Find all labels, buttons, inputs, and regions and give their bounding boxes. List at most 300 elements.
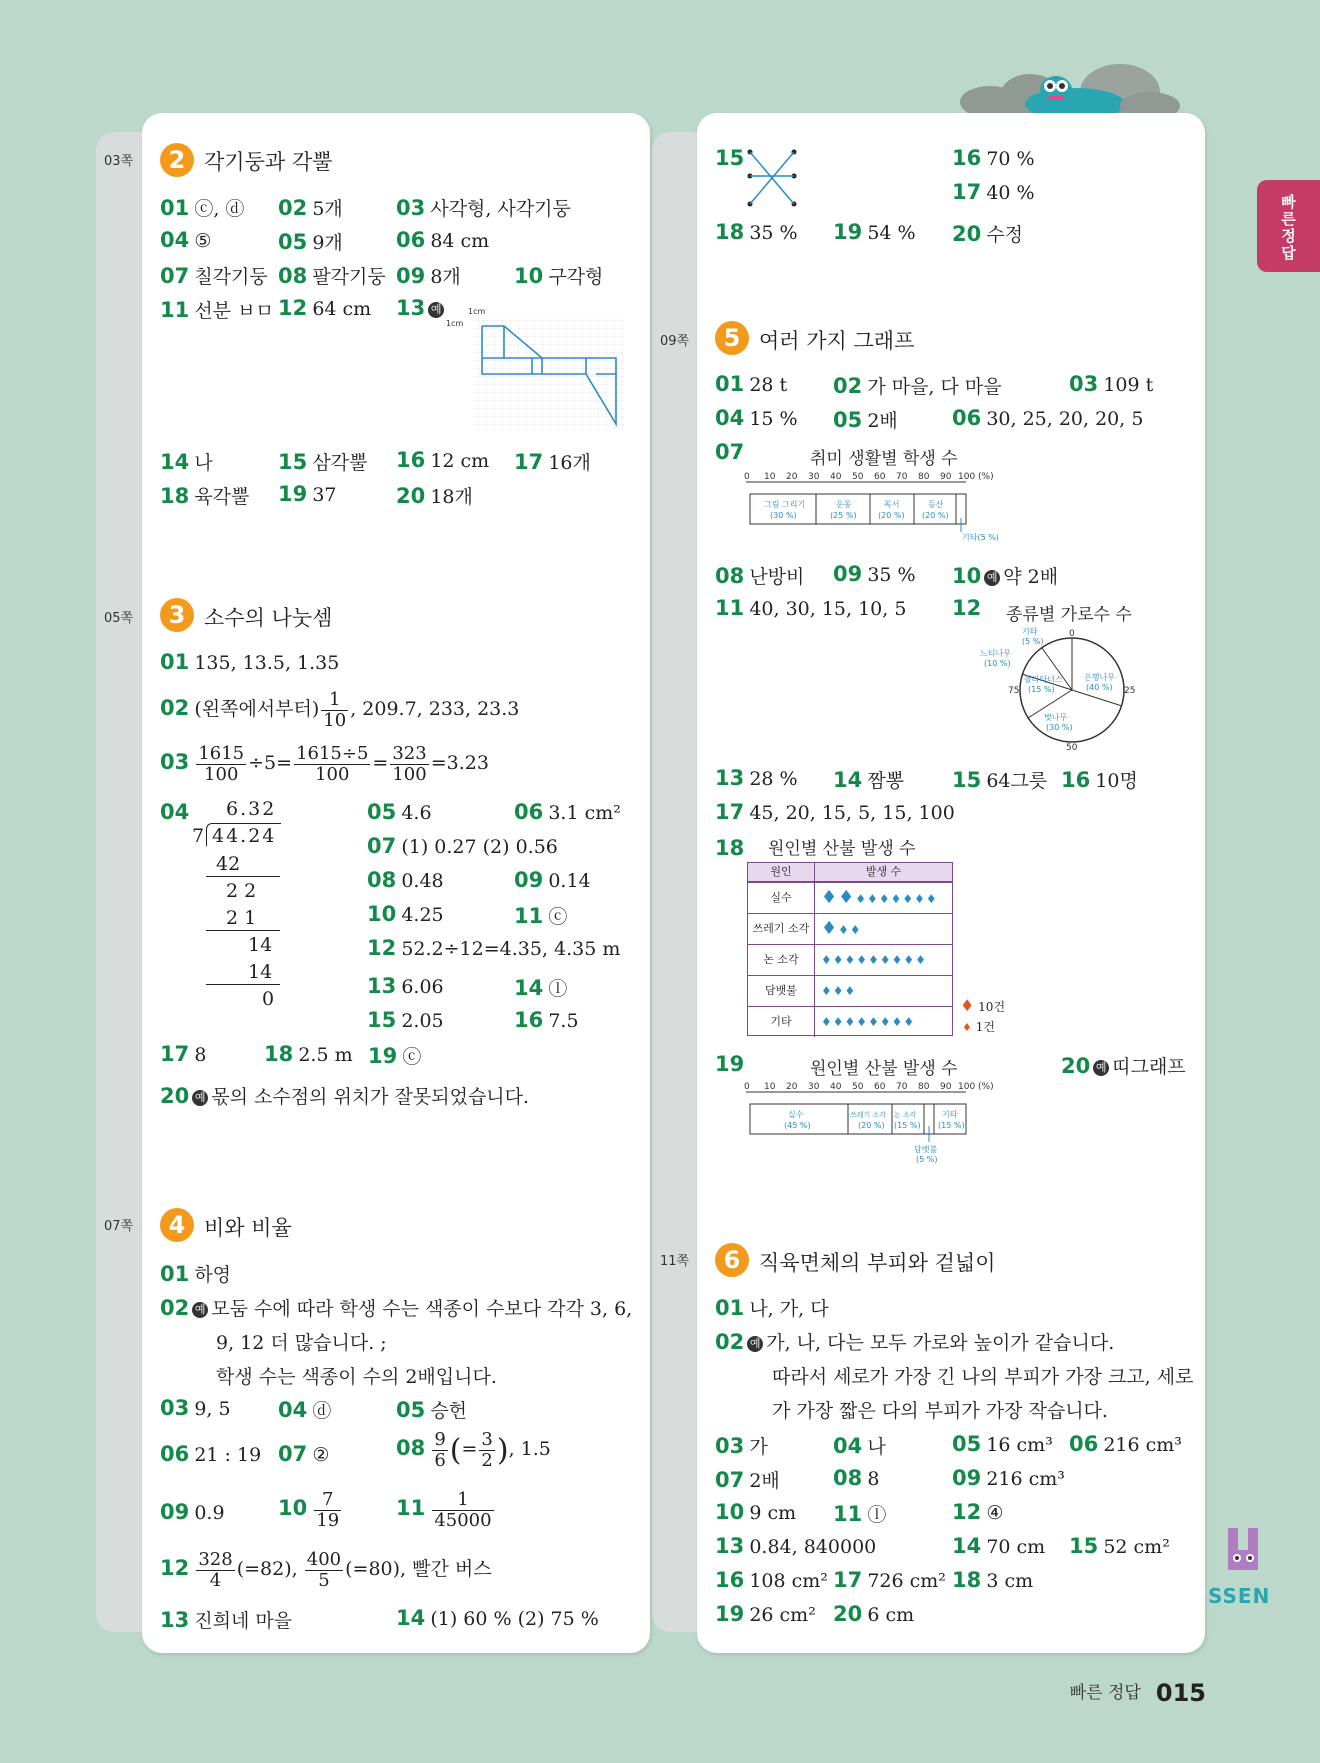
q-num: 20 [952, 222, 982, 246]
q-num: 11 [160, 298, 190, 322]
row-label: 쓰레기 소각 [748, 914, 815, 944]
svg-text:기타: 기타 [1022, 627, 1038, 636]
q-num: 05 [367, 800, 397, 824]
answer-line: 모둠 수에 따라 학생 수는 색종이 수보다 각각 3, 6, [211, 1298, 633, 1320]
answer: 수정 [986, 224, 1024, 246]
svg-text:(15 %): (15 %) [1028, 685, 1055, 694]
legend-big: ♦ 10건 [960, 996, 1006, 1015]
q-num: 03 [160, 1396, 190, 1420]
svg-text:담뱃불: 담뱃불 [914, 1145, 938, 1154]
q-num: 04 [160, 800, 190, 824]
section-title: 직육면체의 부피와 겉넓이 [759, 1251, 996, 1275]
fraction: $\frac{7}{19}$ [316, 1489, 340, 1531]
answer: 승헌 [430, 1400, 468, 1422]
example-mark: 예 [428, 302, 444, 318]
section-badge: 6 [715, 1243, 749, 1277]
svg-text:50: 50 [852, 472, 864, 482]
q-num: 06 [952, 406, 982, 430]
answer: ⓒ, ⓓ [194, 198, 245, 220]
svg-text:90: 90 [940, 1082, 952, 1092]
division-step: 0 [262, 988, 275, 1010]
q-num: 12 [367, 936, 397, 960]
svg-text:(20 %): (20 %) [858, 1121, 885, 1130]
q-num: 04 [278, 1398, 308, 1422]
svg-text:20: 20 [786, 472, 798, 482]
fire-icons: ♦♦♦ [821, 918, 862, 939]
section-badge: 5 [715, 321, 749, 355]
side-tab[interactable] [1257, 180, 1320, 272]
svg-text:(15 %): (15 %) [938, 1121, 965, 1130]
answer: 3 cm [986, 1570, 1034, 1592]
legend-small: ♦ 1건 [962, 1020, 995, 1034]
answer: , 209.7, 233, 23.3 [350, 698, 520, 720]
q-num: 02 [160, 1296, 190, 1320]
page-ref: 05쪽 [104, 611, 134, 626]
answer: ④ [986, 1502, 1004, 1524]
svg-text:40: 40 [830, 472, 842, 482]
answer: 띠그래프 [1112, 1056, 1186, 1078]
side-tab-label: 빠른정답 [1279, 194, 1297, 262]
section-badge: 4 [160, 1208, 194, 1242]
svg-text:75: 75 [1008, 686, 1020, 696]
answer: (=80), 빨간 버스 [345, 1558, 492, 1580]
answer: 4.6 [401, 802, 432, 824]
answer: 4.25 [401, 904, 444, 926]
answer-end: , 1.5 [508, 1438, 551, 1460]
svg-text:100: 100 [958, 472, 976, 482]
svg-text:등산: 등산 [928, 500, 944, 509]
graph-title: 원인별 산불 발생 수 [810, 1059, 958, 1079]
band-graph-hobby [744, 468, 1024, 546]
svg-text:실수: 실수 [788, 1110, 804, 1119]
q-num: 02 [715, 1330, 745, 1354]
q-num: 01 [160, 650, 190, 674]
svg-text:0: 0 [744, 1082, 750, 1092]
svg-text:10: 10 [764, 472, 776, 482]
page-number: 015 [1155, 1679, 1206, 1707]
answer-line: 따라서 세로가 가장 긴 나의 부피가 가장 크고, 세로 [772, 1366, 1194, 1388]
q-num: 05 [952, 1432, 982, 1456]
answer: 10명 [1095, 770, 1138, 792]
division-step: 14 [248, 961, 273, 983]
fraction: $\frac{1}{45000}$ [434, 1489, 492, 1531]
q-num: 17 [952, 180, 982, 204]
q-num: 08 [367, 868, 397, 892]
answer: 사각형, 사각기둥 [430, 198, 571, 220]
q-num: 19 [833, 220, 863, 244]
q-num: 17 [160, 1042, 190, 1066]
q-num: 05 [833, 408, 863, 432]
answer: 육각뿔 [194, 486, 250, 508]
q-num: 01 [715, 1296, 745, 1320]
section-title: 여러 가지 그래프 [759, 329, 915, 353]
answer: 0.48 [401, 870, 444, 892]
q-num: 01 [160, 1262, 190, 1286]
row-label: 담뱃불 [748, 976, 815, 1006]
fraction: $\frac{3}{2}$ [481, 1429, 493, 1471]
answer: 16개 [548, 452, 591, 474]
answer-line: 학생 수는 색종이 수의 2배입니다. [216, 1366, 497, 1388]
q-num: 08 [715, 564, 745, 588]
answer: 칠각기둥 [194, 266, 268, 288]
answer: 8개 [430, 266, 461, 288]
answer: 16 cm³ [986, 1434, 1053, 1456]
answer: 216 cm³ [986, 1468, 1065, 1490]
q-num: 15 [715, 146, 745, 170]
q-num: 07 [715, 440, 745, 464]
q-num: 07 [278, 1442, 308, 1466]
answer: 70 % [986, 148, 1035, 170]
fraction: $\frac{328}{4}$ [198, 1549, 233, 1591]
footer-label: 빠른 정답 [1069, 1683, 1141, 1703]
fire-icons: ♦♦♦♦♦♦♦♦♦ [821, 953, 927, 967]
svg-text:(40 %): (40 %) [1086, 683, 1113, 692]
answer: 난방비 [749, 566, 805, 588]
q-num: 09 [396, 264, 426, 288]
svg-text:(20 %): (20 %) [922, 511, 949, 520]
svg-text:벚나무: 벚나무 [1044, 713, 1068, 722]
section-badge: 3 [160, 598, 194, 632]
svg-text:논 소각: 논 소각 [894, 1111, 917, 1119]
answer: 216 cm³ [1103, 1434, 1182, 1456]
svg-text:20: 20 [786, 1082, 798, 1092]
q-num: 14 [396, 1606, 426, 1630]
answer: ⑤ [194, 230, 212, 252]
answer: 나 [194, 452, 213, 474]
long-division-quotient: 6.32 [226, 798, 277, 820]
page-ref: 03쪽 [104, 154, 134, 169]
example-mark: 예 [192, 1090, 208, 1106]
answer: 삼각뿔 [312, 452, 368, 474]
svg-text:(5 %): (5 %) [916, 1155, 938, 1164]
q-num: 10 [367, 902, 397, 926]
table-row [748, 913, 952, 944]
q-num: 16 [514, 1008, 544, 1032]
svg-text:(30 %): (30 %) [770, 511, 797, 520]
svg-text:30: 30 [808, 472, 820, 482]
table-row [748, 975, 952, 1006]
answer: 109 t [1103, 374, 1154, 396]
graph-title: 종류별 가로수 수 [1006, 605, 1132, 625]
svg-text:50: 50 [1066, 743, 1078, 753]
q-num: 11 [715, 596, 745, 620]
answer: ② [312, 1444, 330, 1466]
q-num: 19 [368, 1044, 398, 1068]
answer: 45, 20, 15, 5, 15, 100 [749, 802, 955, 824]
q-num: 16 [952, 146, 982, 170]
q-num: 20 [1061, 1054, 1091, 1078]
svg-text:10: 10 [764, 1082, 776, 1092]
q-num: 03 [1069, 372, 1099, 396]
grid-label-top: 1cm [468, 307, 486, 316]
division-step: 14 [248, 934, 273, 956]
answer: 12 cm [430, 450, 490, 472]
q-num: 14 [833, 768, 863, 792]
q-num: 07 [367, 834, 397, 858]
division-step: 2 1 [226, 907, 257, 929]
answer: 84 cm [430, 230, 490, 252]
long-division-dividend: 44.24 [212, 825, 277, 847]
svg-text:80: 80 [918, 1082, 930, 1092]
svg-text:기타: 기타 [942, 1110, 958, 1119]
q-num: 07 [160, 264, 190, 288]
answer: 108 cm² [749, 1570, 828, 1592]
answer: 2.05 [401, 1010, 444, 1032]
q-num: 20 [833, 1602, 863, 1626]
svg-text:60: 60 [874, 472, 886, 482]
answer: 2배 [749, 1470, 780, 1492]
owl-icon [1036, 70, 1076, 106]
q-num: 13 [715, 766, 745, 790]
q-num: 15 [952, 768, 982, 792]
answer: 나, 가, 다 [749, 1298, 829, 1320]
section-title: 비와 비율 [204, 1216, 292, 1240]
answer: 가 마을, 다 마을 [867, 376, 1002, 398]
q-num: 10 [514, 264, 544, 288]
long-division-divisor: 7 [192, 825, 205, 847]
answer: 21 : 19 [194, 1444, 262, 1466]
answer: 진희네 마을 [194, 1610, 293, 1632]
answer: 2.5 m [298, 1044, 353, 1066]
answer: ⓛ [548, 978, 568, 1000]
q-num: 13 [396, 296, 426, 320]
q-num: 14 [514, 976, 544, 1000]
table-header: 발생 수 [865, 865, 902, 878]
q-num: 14 [952, 1534, 982, 1558]
answer: 8 [867, 1468, 880, 1490]
mascot-icon [1220, 1524, 1268, 1584]
fraction: $\frac{400}{5}$ [306, 1549, 342, 1591]
answer: 726 cm² [867, 1570, 946, 1592]
answer-line: 가 가장 짧은 다의 부피가 가장 작습니다. [772, 1400, 1108, 1422]
answer: 9 cm [749, 1502, 797, 1524]
svg-text:50: 50 [852, 1082, 864, 1092]
example-mark: 예 [984, 570, 1000, 586]
answer: 0.9 [194, 1502, 225, 1524]
answer: 35 % [867, 564, 916, 586]
answer: 7.5 [548, 1010, 579, 1032]
svg-text:은행나무: 은행나무 [1084, 673, 1115, 682]
q-num: 16 [715, 1568, 745, 1592]
q-num: 19 [715, 1602, 745, 1626]
fire-icon-big: ♦ [960, 996, 975, 1015]
q-num: 06 [160, 1442, 190, 1466]
fraction: $\frac{9}{6}$ [434, 1429, 446, 1471]
page-ref: 07쪽 [104, 1219, 134, 1234]
answer: 54 % [867, 222, 916, 244]
svg-text:(%): (%) [978, 472, 994, 482]
answer: 70 cm [986, 1536, 1046, 1558]
svg-text:90: 90 [940, 472, 952, 482]
answer: ⓒ [402, 1046, 422, 1068]
q-num: 13 [160, 1608, 190, 1632]
svg-text:쓰레기 소각: 쓰레기 소각 [850, 1111, 887, 1119]
answer: 6 cm [867, 1604, 915, 1626]
answer: 9개 [312, 232, 343, 254]
q-num: 17 [715, 800, 745, 824]
q-num: 08 [833, 1466, 863, 1490]
brand-logo: SSEN [1208, 1584, 1271, 1608]
answer: 3.1 cm² [548, 802, 621, 824]
prism-net-grid [446, 304, 630, 434]
answer: 8 [194, 1044, 207, 1066]
q-num: 16 [396, 448, 426, 472]
answer: 0.84, 840000 [749, 1536, 877, 1558]
svg-text:(10 %): (10 %) [984, 659, 1011, 668]
table-row [748, 944, 952, 975]
circle-graph-trees [976, 626, 1136, 754]
answer: 몫의 소수점의 위치가 잘못되었습니다. [211, 1086, 530, 1108]
fraction: $\frac{323}{100}$ [392, 743, 427, 785]
q-num: 17 [514, 450, 544, 474]
q-num: 01 [715, 372, 745, 396]
table-row [748, 882, 952, 913]
answer: ⓒ [548, 906, 568, 928]
row-label: 논 소각 [748, 945, 815, 975]
example-mark: 예 [1093, 1060, 1109, 1076]
page-ref: 09쪽 [660, 334, 690, 349]
svg-text:60: 60 [874, 1082, 886, 1092]
answer: 0.14 [548, 870, 591, 892]
answer: 5개 [312, 198, 343, 220]
picture-graph-table [747, 862, 953, 1036]
division-step: 42 [216, 853, 241, 875]
answer: 135, 13.5, 1.35 [194, 652, 340, 674]
svg-text:(45 %): (45 %) [784, 1121, 811, 1130]
q-num: 04 [833, 1434, 863, 1458]
q-num: 10 [952, 564, 982, 588]
q-num: 09 [160, 1500, 190, 1524]
connect-dots-figure [744, 146, 804, 210]
q-num: 05 [396, 1398, 426, 1422]
answer: 37 [312, 484, 337, 506]
q-num: 03 [715, 1434, 745, 1458]
answer: 26 cm² [749, 1604, 816, 1626]
table-header: 원인 [748, 863, 815, 881]
fraction: $\frac{1615}{100}$ [198, 743, 245, 785]
answer: 9, 5 [194, 1398, 231, 1420]
svg-text:70: 70 [896, 1082, 908, 1092]
q-num: 20 [160, 1084, 190, 1108]
page-ref: 11쪽 [660, 1254, 690, 1269]
q-num: 13 [715, 1534, 745, 1558]
svg-text:(25 %): (25 %) [830, 511, 857, 520]
q-num: 20 [396, 484, 426, 508]
q-num: 08 [396, 1436, 426, 1460]
q-num: 09 [952, 1466, 982, 1490]
answer: 35 % [749, 222, 798, 244]
table-row [748, 1006, 952, 1037]
q-num: 10 [278, 1496, 308, 1520]
q-num: 05 [278, 230, 308, 254]
q-num: 18 [952, 1568, 982, 1592]
fraction: $\frac{1615\div 5}{100}$ [296, 743, 369, 785]
fire-icon-small: ♦ [962, 1021, 972, 1034]
q-num: 07 [715, 1468, 745, 1492]
q-num: 09 [833, 562, 863, 586]
q-num: 03 [396, 196, 426, 220]
graph-title: 취미 생활별 학생 수 [810, 449, 958, 469]
q-num: 19 [278, 482, 308, 506]
q-num: 02 [833, 374, 863, 398]
answer-end: =3.23 [430, 752, 489, 774]
q-num: 18 [160, 484, 190, 508]
q-num: 12 [278, 296, 308, 320]
svg-text:느티나무: 느티나무 [980, 649, 1011, 658]
answer: (1) 60 % (2) 75 % [430, 1608, 599, 1630]
division-step: 2 2 [226, 880, 257, 902]
fire-icons: ♦♦♦ [821, 984, 857, 998]
q-num: 12 [952, 1500, 982, 1524]
q-num: 11 [514, 904, 544, 928]
fraction: $\frac{1}{10}$ [323, 689, 347, 731]
q-num: 17 [833, 1568, 863, 1592]
answer: 하영 [194, 1264, 232, 1286]
answer: 15 % [749, 408, 798, 430]
q-num: 08 [278, 264, 308, 288]
answer: 64 cm [312, 298, 372, 320]
example-mark: 예 [747, 1336, 763, 1352]
q-num: 06 [1069, 1432, 1099, 1456]
svg-text:25: 25 [1124, 686, 1136, 696]
svg-text:기타(5 %): 기타(5 %) [962, 533, 999, 542]
answer: 64그릇 [986, 770, 1048, 792]
q-num: 18 [715, 836, 745, 860]
answer: 40 % [986, 182, 1035, 204]
row-label: 기타 [748, 1007, 815, 1037]
q-num: 16 [1061, 768, 1091, 792]
q-num: 01 [160, 196, 190, 220]
grid-label-left: 1cm [446, 319, 464, 328]
answer: 52 cm² [1103, 1536, 1170, 1558]
graph-title: 원인별 산불 발생 수 [768, 839, 916, 859]
q-num: 02 [160, 696, 190, 720]
q-num: 13 [367, 974, 397, 998]
row-label: 실수 [748, 883, 815, 913]
answer: 짬뽕 [867, 770, 905, 792]
answer: 가 [749, 1436, 768, 1458]
answer: (=82), [236, 1558, 298, 1580]
answer-line: 가, 나, 다는 모두 가로와 높이가 같습니다. [766, 1332, 1115, 1354]
q-num: 19 [715, 1052, 745, 1076]
svg-text:운동: 운동 [836, 500, 852, 509]
answer: ⓓ [312, 1400, 332, 1422]
q-num: 18 [715, 220, 745, 244]
answer: 30, 25, 20, 20, 5 [986, 408, 1144, 430]
q-num: 09 [514, 868, 544, 892]
fire-icons: ♦♦♦♦♦♦♦♦ [821, 1015, 916, 1029]
svg-text:40: 40 [830, 1082, 842, 1092]
answer: 구각형 [548, 266, 604, 288]
answer: 18개 [430, 486, 473, 508]
section-title: 소수의 나눗셈 [204, 606, 333, 630]
q-num: 15 [1069, 1534, 1099, 1558]
answer: 2배 [867, 410, 898, 432]
svg-text:(5 %): (5 %) [1022, 637, 1044, 646]
svg-text:그림 그리기: 그림 그리기 [764, 500, 806, 509]
svg-text:(30 %): (30 %) [1046, 723, 1073, 732]
band-graph-fire [744, 1078, 1024, 1170]
q-num: 06 [514, 800, 544, 824]
answer: 40, 30, 15, 10, 5 [749, 598, 907, 620]
svg-text:80: 80 [918, 472, 930, 482]
example-mark: 예 [192, 1302, 208, 1318]
answer: (1) 0.27 (2) 0.56 [401, 836, 558, 858]
svg-text:(20 %): (20 %) [878, 511, 905, 520]
answer: ⓛ [867, 1504, 887, 1526]
fire-icons: ♦♦♦♦♦♦♦♦♦ [821, 887, 938, 908]
svg-text:0: 0 [744, 472, 750, 482]
